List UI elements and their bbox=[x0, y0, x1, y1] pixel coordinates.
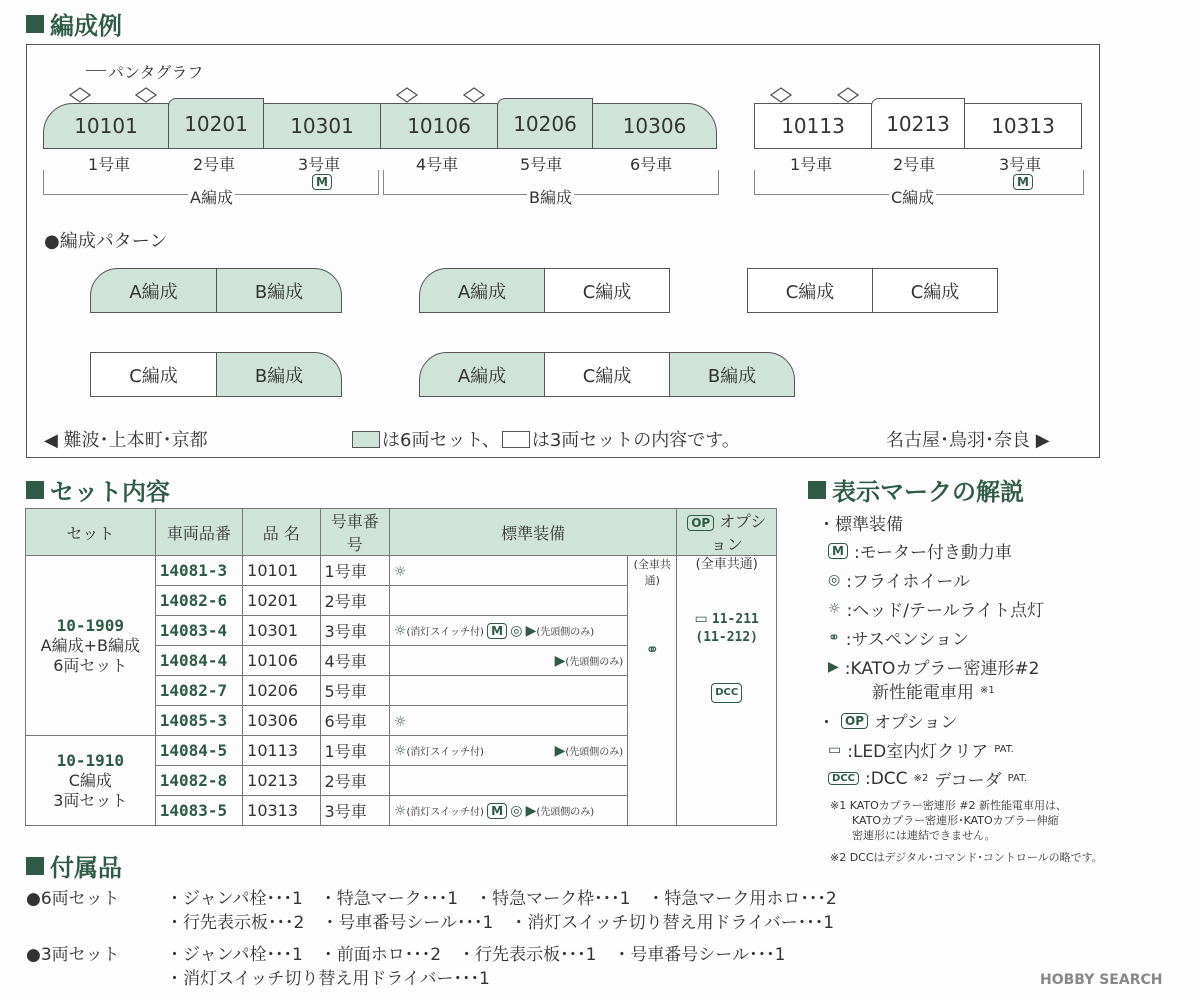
car-10106: 10106 bbox=[380, 103, 498, 149]
legend-coupler-2: 新性能電車用 ※1 bbox=[872, 683, 995, 703]
th-std: 標準装備 bbox=[389, 509, 677, 556]
car-num: 3号車 bbox=[999, 155, 1042, 174]
coupler-icon: ▶ bbox=[554, 742, 566, 759]
legend-led: ▭ :LED室内灯クリア PAT. bbox=[828, 741, 1014, 762]
legend-option: ・ OP オプション bbox=[818, 713, 958, 733]
coupler-icon: ▶ bbox=[554, 652, 566, 669]
motor-icon: M bbox=[487, 803, 507, 819]
legend-motor: M :モーター付き動力車 bbox=[828, 538, 1012, 563]
three-set-line2: ・消灯スイッチ切り替え用ドライバー･･･1 bbox=[166, 969, 490, 989]
pattern-c: C編成 bbox=[90, 352, 217, 397]
coupler-icon: ▶ bbox=[828, 658, 839, 675]
legend-title: 表示マークの解説 bbox=[808, 472, 1024, 507]
coupler-icon: ▶ bbox=[525, 802, 537, 819]
headlight-icon: ☼ bbox=[393, 802, 407, 819]
car-10113: 10113 bbox=[754, 103, 872, 149]
note-1c: 密連形には連結できません。 bbox=[852, 829, 996, 842]
th-set: セット bbox=[26, 509, 156, 556]
motor-icon: M bbox=[487, 623, 507, 639]
car-10201: 10201 bbox=[168, 98, 264, 149]
pattern-a: A編成 bbox=[419, 352, 545, 397]
six-set-line1: ・ジャンパ栓･･･1 ・特急マーク･･･1 ・特急マーク枠･･･1 ・特急マーク用ホロ･･･2 bbox=[166, 889, 837, 909]
note-1: ※1 KATOカプラー密連形 #2 新性能電車用は、 bbox=[830, 799, 1067, 812]
table-row: 10-1909 A編成+B編成 6両セット 14081-3 10101 1号車 ☼ (全車共通) ⚭ (全車共通) ▭ 11-211 (11-212) DCC bbox=[26, 556, 777, 586]
note-2: ※2 DCCはデジタル･コマンド･コントロールの略です。 bbox=[830, 851, 1103, 864]
car-num: 2号車 bbox=[893, 155, 936, 174]
th-car: 号車番号 bbox=[320, 509, 389, 556]
legend-dcc: DCC :DCC ※2 デコーダ PAT. bbox=[828, 766, 1027, 791]
car-num: 4号車 bbox=[416, 155, 459, 174]
label-a: A編成 bbox=[188, 185, 235, 208]
watermark: HOBBY SEARCH bbox=[1040, 972, 1163, 988]
pattern-c: C編成 bbox=[544, 268, 670, 313]
left-destination: ◀ 難波･上本町･京都 bbox=[44, 430, 208, 451]
table-row: 14082-8 10213 2号車 bbox=[26, 766, 777, 796]
formation-title: 編成例 bbox=[26, 6, 122, 41]
headlight-icon: ☼ bbox=[393, 714, 407, 730]
headlight-icon: ☼ bbox=[393, 742, 407, 759]
flywheel-icon: ◎ bbox=[828, 571, 841, 588]
flywheel-icon: ◎ bbox=[510, 802, 523, 819]
car-num: 3号車 bbox=[298, 155, 341, 174]
legend-suspension: ⚭ :サスペンション bbox=[828, 629, 970, 650]
headlight-icon: ☼ bbox=[828, 600, 841, 617]
car-num: 1号車 bbox=[790, 155, 833, 174]
set1-cell: 10-1909 A編成+B編成 6両セット bbox=[26, 556, 156, 736]
pattern-c: C編成 bbox=[747, 268, 873, 313]
headlight-icon: ☼ bbox=[393, 564, 407, 580]
set-contents-title: セット内容 bbox=[26, 472, 170, 507]
car-10301: 10301 bbox=[263, 103, 381, 149]
six-set-label: ●6両セット bbox=[26, 889, 120, 909]
six-car-swatch bbox=[352, 431, 380, 448]
legend-std: ・標準装備 bbox=[818, 515, 903, 535]
three-set-line1: ・ジャンパ栓･･･1 ・前面ホロ･･･2 ・行先表示板･･･1 ・号車番号シール･･･1 bbox=[166, 945, 786, 965]
three-car-swatch bbox=[502, 431, 530, 448]
table-row: 14082-6 10201 2号車 bbox=[26, 586, 777, 616]
led-light-icon: ▭ bbox=[828, 741, 842, 758]
motor-icon: M bbox=[1013, 174, 1033, 190]
pattern-a: A編成 bbox=[90, 268, 217, 313]
pattern-c: C編成 bbox=[872, 268, 998, 313]
set2-cell: 10-1910 C編成 3両セット bbox=[26, 736, 156, 826]
car-num: 2号車 bbox=[193, 155, 236, 174]
car-num: 5号車 bbox=[520, 155, 563, 174]
table-row: 14085-3 10306 6号車 ☼ bbox=[26, 706, 777, 736]
pattern-title: ●編成パターン bbox=[44, 231, 168, 252]
legend-coupler: ▶ :KATOカプラー密連形#2 bbox=[828, 658, 1040, 679]
dcc-icon: DCC bbox=[828, 772, 859, 785]
table-row: 14084-4 10106 4号車 ▶(先頭側のみ) bbox=[26, 646, 777, 676]
set-table bbox=[25, 508, 777, 826]
label-b: B編成 bbox=[527, 185, 574, 208]
car-10206: 10206 bbox=[497, 98, 593, 149]
dcc-icon: DCC bbox=[711, 683, 742, 703]
led-light-icon: ▭ bbox=[694, 611, 708, 627]
right-destination: 名古屋･鳥羽･奈良 ▶ bbox=[886, 430, 1050, 451]
th-name: 品 名 bbox=[243, 509, 320, 556]
car-10306: 10306 bbox=[592, 103, 717, 149]
car-10101: 10101 bbox=[43, 103, 169, 149]
car-10313: 10313 bbox=[964, 103, 1082, 149]
motor-icon: M bbox=[312, 174, 332, 190]
suspension-icon: ⚭ bbox=[828, 629, 840, 646]
legend-headlight: ☼ :ヘッド/テールライト点灯 bbox=[828, 600, 1045, 621]
pattern-b: B編成 bbox=[216, 352, 342, 397]
th-pn: 車両品番 bbox=[155, 509, 242, 556]
suspension-icon: ⚭ bbox=[645, 640, 659, 659]
motor-icon: M bbox=[828, 543, 848, 559]
car-10213: 10213 bbox=[871, 98, 965, 149]
table-row: 14082-7 10206 5号車 bbox=[26, 676, 777, 706]
car-num: 1号車 bbox=[88, 155, 131, 174]
headlight-icon: ☼ bbox=[393, 622, 407, 639]
six-set-line2: ・行先表示板･･･2 ・号車番号シール･･･1 ・消灯スイッチ切り替え用ドライバー･･･1 bbox=[166, 913, 835, 933]
pattern-b: B編成 bbox=[216, 268, 342, 313]
table-row: 14083-4 10301 3号車 ☼(消灯スイッチ付) M ◎ ▶(先頭側のみ) bbox=[26, 616, 777, 646]
pattern-c: C編成 bbox=[544, 352, 670, 397]
three-set-label: ●3両セット bbox=[26, 945, 120, 965]
coupler-icon: ▶ bbox=[525, 622, 537, 639]
legend-flywheel: ◎ :フライホイール bbox=[828, 571, 971, 592]
pantograph-label: パンタグラフ bbox=[108, 63, 204, 82]
option-col: (全車共通) ▭ 11-211 (11-212) DCC bbox=[677, 556, 777, 826]
th-opt: OP オプション bbox=[677, 509, 777, 556]
all-car-col: (全車共通) ⚭ bbox=[628, 556, 677, 826]
car-num: 6号車 bbox=[630, 155, 673, 174]
label-c: C編成 bbox=[889, 185, 936, 208]
flywheel-icon: ◎ bbox=[510, 622, 523, 639]
note-1b: KATOカプラー密連形･KATOカプラー伸縮 bbox=[852, 814, 1059, 827]
pattern-a: A編成 bbox=[419, 268, 545, 313]
pattern-b: B編成 bbox=[669, 352, 795, 397]
legend-note: は6両セット、 は3両セットの内容です。 bbox=[352, 426, 740, 452]
table-row: 14083-5 10313 3号車 ☼(消灯スイッチ付) M ◎ ▶(先頭側のみ) bbox=[26, 796, 777, 826]
table-row: 10-1910 C編成 3両セット 14084-5 10113 1号車 ☼(消灯スイッチ付) ▶(先頭側のみ) bbox=[26, 736, 777, 766]
accessories-title: 付属品 bbox=[26, 848, 122, 883]
